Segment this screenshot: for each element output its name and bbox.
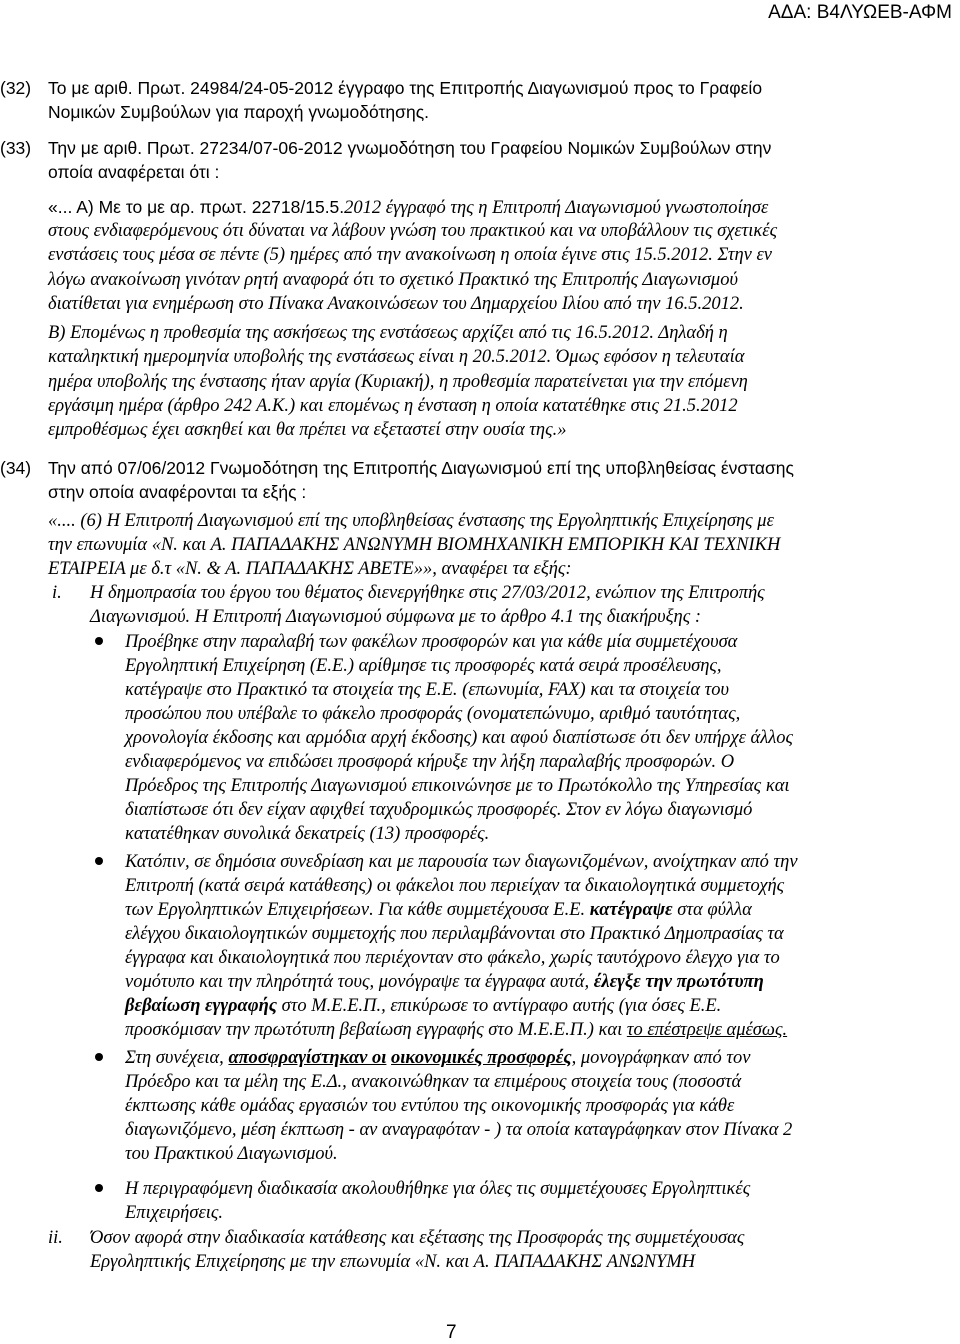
quote-line: την επωνυμία «Ν. και Α. ΠΑΠΑΔΑΚΗΣ ΑΝΩΝΥΜΗ ΒΙΟΜΗΧΑΝΙΚΗ ΕΜΠΟΡΙΚΗ ΚΑΙ ΤΕΧΝΙΚΗ [48,535,781,555]
quote-line: ημέρα υποβολής της ένστασης ήταν αργία (Κυριακή), η προθεσμία παρατείνεται για την επόμενη [48,372,748,392]
bullet-line: Επιχειρήσεις. [125,1203,224,1223]
text-line: οποία αναφέρεται ότι : [48,162,220,182]
bullet-line: Η περιγραφόμενη διαδικασία ακολουθήθηκε για όλες τις συμμετέχουσες Εργοληπτικές [125,1179,751,1199]
bullet-line: έκπτωσης κάθε ομάδας εργασιών του εντύπου της οικονομικής προσφοράς για κάθε [125,1096,735,1116]
text-line: Την με αριθ. Πρωτ. 27234/07-06-2012 γνωμοδότηση του Γραφείου Νομικών Συμβούλων στην [48,138,772,158]
ada-code: ΑΔΑ: Β4ΛΥΩΕΒ-ΑΦΜ [768,2,952,23]
quote-start: «... Α) Με το με αρ. πρωτ. 22718/15.5. [48,197,345,217]
bullet-line: Κατόπιν, σε δημόσια συνεδρίαση και με παρουσία των διαγωνιζομένων, ανοίχτηκαν από την [125,852,798,872]
bullet-line [125,898,752,922]
quote-line: λόγω ανακοίνωση γινόταν ρητή αναφορά ότι το σχετικό Πρακτικό της Επιτροπής Διαγωνισμού [48,270,738,290]
bullet-line [125,994,721,1018]
page-number: 7 [446,1322,457,1343]
bullet-icon [95,637,103,645]
quote-line: καταληκτική ημερομηνία υποβολής της ενστάσεως είναι η 20.5.2012. Όμως εφόσον η τελευταία [48,347,745,367]
item-number: (34) [0,458,32,478]
underlined-text: το επέστρεψε αμέσως. [626,1020,788,1040]
bullet-line: Πρόεδρο και τα μέλη της Ε.Δ., ανακοινώθηκαν τα επιμέρους στοιχεία τους (ποσοστά [125,1072,742,1092]
quote-line: εμπροθέσμως έχει ασκηθεί και θα πρέπει να εξεταστεί στην ουσία της.» [48,420,567,440]
bullet-line: έγγραφα και δικαιολογητικά που περιέχονταν στο φάκελο, χωρίς ταυτόχρονο έλεγχο για το [125,948,780,968]
bullet-line: του Πρακτικού Διαγωνισμού. [125,1144,338,1164]
bullet-line: διαπίστωσε ότι δεν είχαν αφιχθεί ταχυδρομικώς προσφορές. Στον εν λόγω διαγωνισμό [125,800,753,820]
bullet-line [125,970,764,994]
text-line: Διαγωνισμού. Η Επιτροπή Διαγωνισμού σύμφωνα με το άρθρο 4.1 της διακήρυξης : [90,607,702,627]
quote-line: Β) Επομένως η προθεσμία της ασκήσεως της ενστάσεως αρχίζει από τις 16.5.2012. Δηλαδή η [48,323,728,343]
text-run: Στη συνέχεια, [125,1048,224,1068]
quote-line: «.... (6) Η Επιτροπή Διαγωνισμού επί της υποβληθείσας ένστασης της Εργοληπτικής Επιχείρησης με [48,511,774,531]
bullet-line: ελέγχου δικαιολογητικών συμμετοχής που περιλαμβάνονται στο Πρακτικό Δημοπρασίας τα [125,924,784,944]
bullet-line: διαγωνιζόμενο, μέση έκπτωση - αν αναγραφόταν - ) τα οποία καταγράφηκαν στον Πίνακα 2 [125,1120,793,1140]
bold-text: κατέγραψε [589,900,673,920]
bullet-line: κατέγραψε στο Πρακτικό τα στοιχεία της Ε.Ε. (επωνυμία, FAX) και τα στοιχεία του [125,680,730,700]
bullet-icon [95,1053,103,1061]
bullet-line: Πρόεδρος της Επιτροπής Διαγωνισμού επικοινώνησε με το Πρωτόκολλο της Υπηρεσίας και [125,776,790,796]
quote-line [48,195,768,220]
bullet-icon [95,1184,103,1192]
list-label: i. [52,583,62,603]
text-line: Εργοληπτικής Επιχείρησης με την επωνυμία «Ν. και Α. ΠΑΠΑΔΑΚΗΣ ΑΝΩΝΥΜΗ [90,1252,696,1272]
quote-start-italic: 2012 έγγραφό της η Επιτροπή Διαγωνισμού γνωστοποίησε [344,198,769,218]
item-number: (32) [0,78,32,98]
bold-underlined-text: οικονομικές προσφορές [391,1048,572,1068]
bold-text: βεβαίωση εγγραφής [125,996,278,1016]
quote-line: διατίθεται για ενημέρωση στο Πίνακα Ανακοινώσεων του Δημαρχείου Ιλίου από την 16.5.2012. [48,294,744,314]
quote-line: ΕΤΑΙΡΕΙΑ με δ.τ «Ν. & Α. ΠΑΠΑΔΑΚΗΣ ΑΒΕΤΕ»», αναφέρει τα εξής: [48,559,572,579]
quote-line: στους ενδιαφερόμενους ότι δύναται να λάβουν γνώση του πρακτικού και να υποβάλλουν τις σχετικές [48,221,778,241]
quote-line: εργάσιμη ημέρα (άρθρο 242 Α.Κ.) και επομένως η ένσταση η οποία κατατέθηκε στις 21.5.2012 [48,396,738,416]
bullet-icon [95,857,103,865]
text-run: , μονογράφηκαν από τον [571,1048,751,1068]
quote-line: ενστάσεις τους μέσα σε πέντε (5) ημέρες από την ανακοίνωση η οποία έγινε στις 15.5.2012. Στην εν [48,245,773,265]
text-line: Νομικών Συμβούλων για παροχή γνωμοδότησης. [48,102,429,122]
bullet-line: Εργοληπτική Επιχείρηση (Ε.Ε.) αρίθμησε τις προσφορές κατά σειρά προσέλευσης, [125,656,722,676]
text-run: στο Μ.Ε.Ε.Π., επικύρωσε το αντίγραφο αυτής (για όσες Ε.Ε. [281,996,722,1016]
text-run: στα φύλλα [677,900,752,920]
bold-underlined-text: αποσφραγίστηκαν οι [228,1048,387,1068]
bullet-line: ενδιαφερόμενος να επιδώσει προσφορά κήρυξε την λήξη παραλαβής προσφορών. Ο [125,752,735,772]
bullet-line: κατατέθηκαν συνολικά δεκατρείς (13) προσφορές. [125,824,490,844]
text-line: Την από 07/06/2012 Γνωμοδότηση της Επιτροπής Διαγωνισμού επί της υποβληθείσας ένστασης [48,458,794,478]
bullet-line: Προέβηκε στην παραλαβή των φακέλων προσφορών και για κάθε μία συμμετέχουσα [125,632,738,652]
text-line: Η δημοπρασία του έργου του θέματος διενεργήθηκε στις 27/03/2012, ενώπιον της Επιτροπής [90,583,765,603]
text-run: των Εργοληπτικών Επιχειρήσεων. Για κάθε συμμετέχουσα Ε.Ε. [125,900,586,920]
bullet-line: Επιτροπή (κατά σειρά κατάθεσης) οι φάκελοι που περιείχαν τα δικαιολογητικά συμμετοχής [125,876,785,896]
bullet-line: χρονολογία έκδοσης και αρμόδια αρχή έκδοσης) και αφού διαπίστωσε ότι δεν υπήρχε άλλος [125,728,794,748]
text-run: νομότυπο και την πληρότητά τους, μονόγραψε τα έγγραφα αυτά, [125,972,590,992]
text-line: Το με αριθ. Πρωτ. 24984/24-05-2012 έγγραφο της Επιτροπής Διαγωνισμού προς το Γραφείο [48,78,763,98]
item-number: (33) [0,138,32,158]
bullet-line: προσώπου που υπέβαλε το φάκελο προσφοράς (ονοματεπώνυμο, αριθμό ταυτότητας, [125,704,741,724]
text-line: Όσον αφορά στην διαδικασία κατάθεσης και εξέτασης της Προσφοράς της συμμετέχουσας [90,1228,745,1248]
bold-text: έλεγξε την πρωτότυπη [593,972,764,992]
bullet-line [125,1018,787,1042]
bullet-line [125,1046,750,1070]
list-label: ii. [48,1228,63,1248]
text-line: στην οποία αναφέρονται τα εξής : [48,482,307,502]
text-run: προσκόμισαν την πρωτότυπη βεβαίωση εγγραφής στο Μ.Ε.Ε.Π.) και [125,1020,623,1040]
